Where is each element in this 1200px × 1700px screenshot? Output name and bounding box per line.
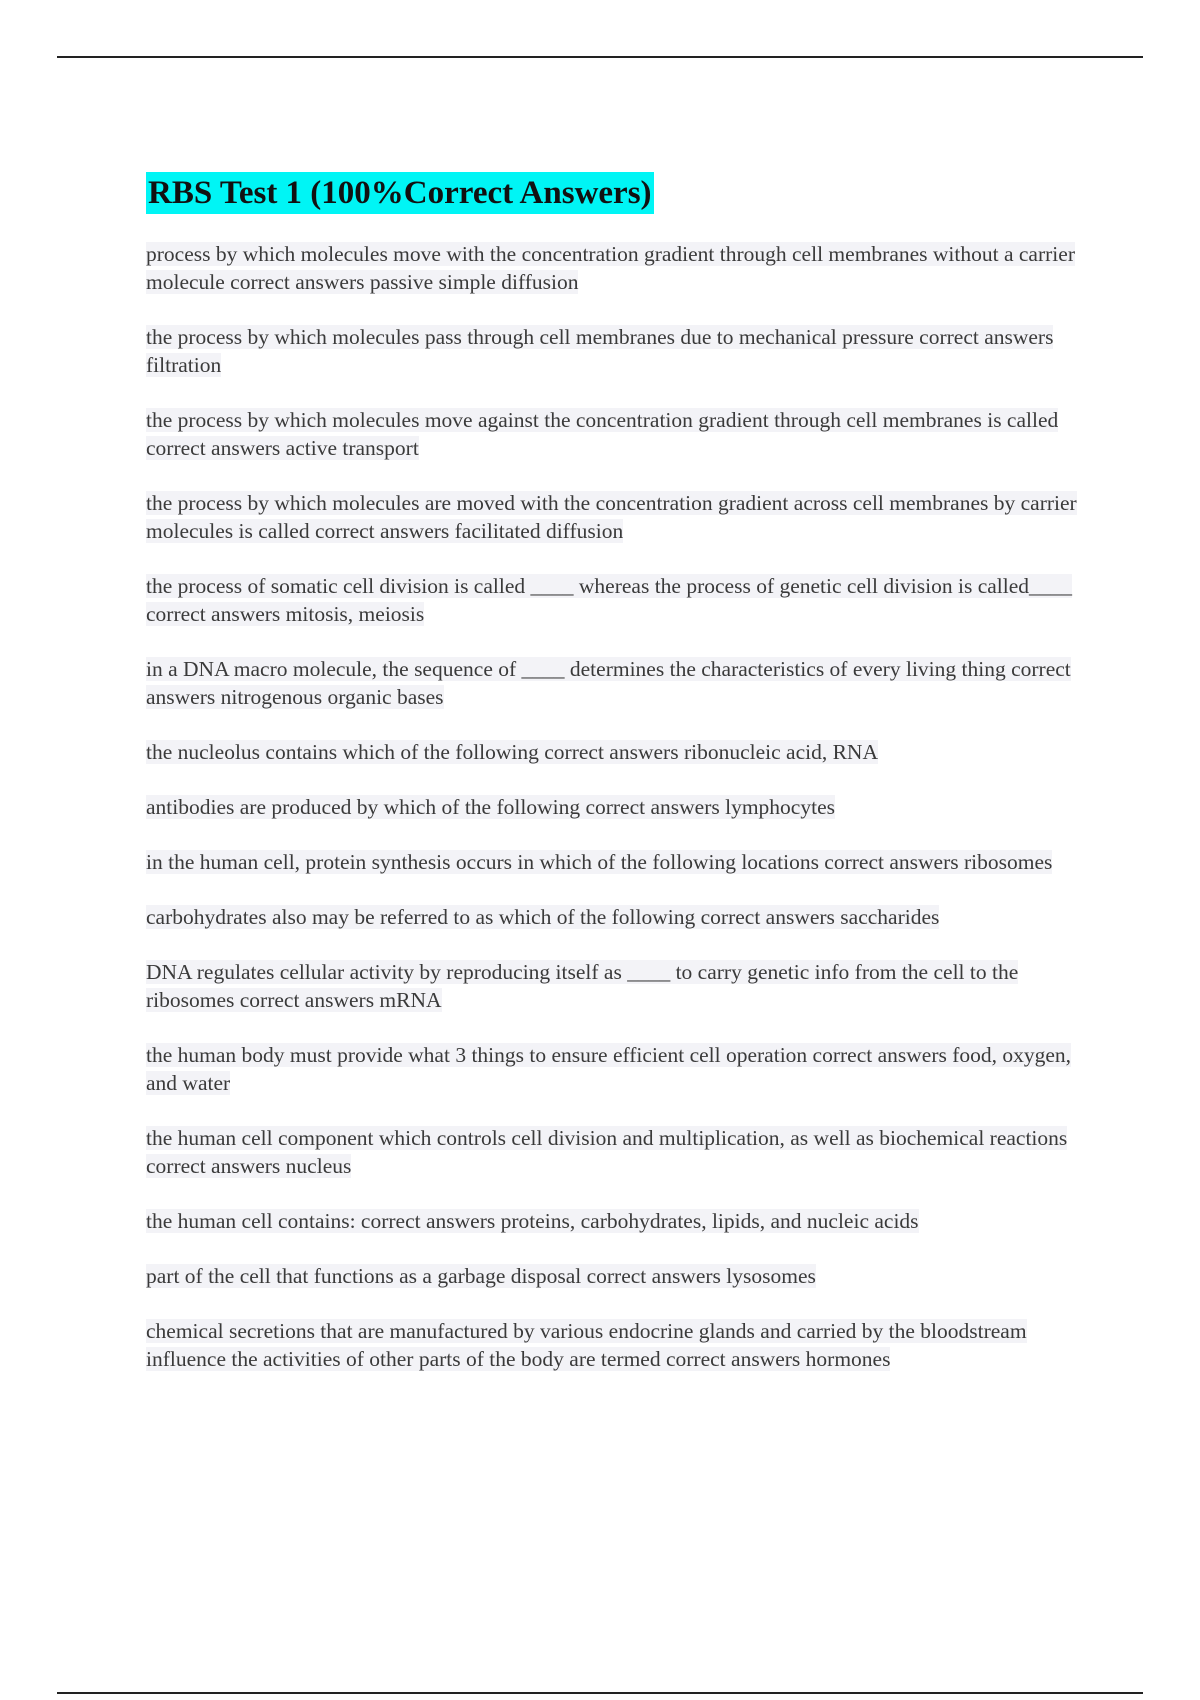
qa-item: in the human cell, protein synthesis occurs in which of the following locations correct answers ribosomes — [146, 850, 1053, 874]
qa-item: DNA regulates cellular activity by reproducing itself as ____ to carry genetic info from the cell to the ribosomes correct answers mRNA — [146, 960, 1019, 1012]
qa-item: the human body must provide what 3 things to ensure efficient cell operation correct answers food, oxygen, and water — [146, 1043, 1072, 1095]
qa-item: the process by which molecules move against the concentration gradient through cell membranes is called correct answers active transport — [146, 408, 1059, 460]
bottom-rule — [57, 1692, 1143, 1694]
qa-item: the human cell component which controls cell division and multiplication, as well as biochemical reactions correct answers nucleus — [146, 1126, 1068, 1178]
qa-item: the nucleolus contains which of the following correct answers ribonucleic acid, RNA — [146, 740, 878, 764]
qa-item: chemical secretions that are manufactured by various endocrine glands and carried by the bloodstream influence the activities of other parts of the body are termed correct answers hormones — [146, 1319, 1027, 1371]
document-title: RBS Test 1 (100%Correct Answers) — [146, 172, 654, 214]
qa-item: part of the cell that functions as a garbage disposal correct answers lysosomes — [146, 1264, 816, 1288]
qa-list — [146, 240, 1106, 1373]
qa-item: carbohydrates also may be referred to as which of the following correct answers saccharides — [146, 905, 940, 929]
qa-item: in a DNA macro molecule, the sequence of ____ determines the characteristics of every living thing correct answers nitrogenous organic bases — [146, 657, 1071, 709]
top-rule — [57, 56, 1143, 58]
document-body — [146, 172, 1106, 1400]
qa-item: process by which molecules move with the concentration gradient through cell membranes without a carrier molecule correct answers passive simple diffusion — [146, 242, 1075, 294]
qa-item: antibodies are produced by which of the following correct answers lymphocytes — [146, 795, 835, 819]
qa-item: the human cell contains: correct answers proteins, carbohydrates, lipids, and nucleic acids — [146, 1209, 919, 1233]
qa-item: the process by which molecules are moved with the concentration gradient across cell membranes by carrier molecules is called correct answers facilitated diffusion — [146, 491, 1077, 543]
qa-item: the process by which molecules pass through cell membranes due to mechanical pressure correct answers filtration — [146, 325, 1054, 377]
qa-item: the process of somatic cell division is called ____ whereas the process of genetic cell division is called____ correct answers mitosis, meiosis — [146, 574, 1073, 626]
